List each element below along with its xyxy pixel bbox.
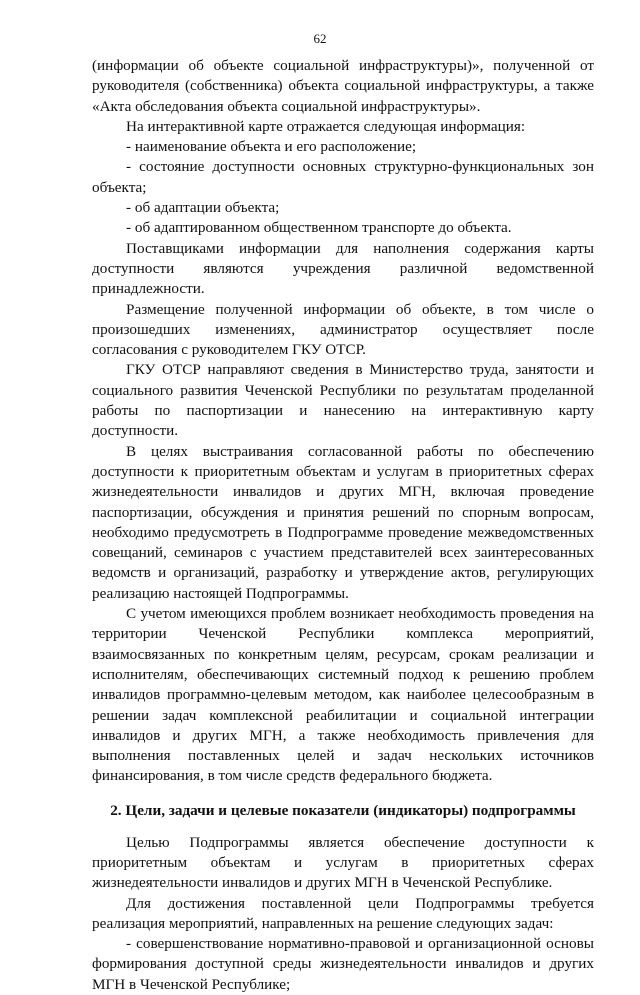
paragraph: На интерактивной карте отражается следующая информация: — [126, 117, 526, 135]
paragraph: ГКУ ОТСР направляют сведения в Министерство труда, занятости и социального развития Чеченской Республики по результатам проделанной работы по паспортизации и нанесению на интерактивную карту доступности. — [92, 361, 594, 440]
paragraph: Поставщиками информации для наполнения содержания карты доступности являются учреждения различной ведомственной принадлежности. — [92, 239, 594, 298]
paragraph: Размещение полученной информации об объекте, в том числе о произошедших изменениях, администратор осуществляет после согласования с руководителем ГКУ ОТСР. — [92, 300, 594, 359]
list-item: - наименование объекта и его расположение; — [126, 138, 417, 156]
section-heading: 2. Цели, задачи и целевые показатели (индикаторы) подпрограммы — [110, 801, 576, 819]
paragraph: Целью Подпрограммы является обеспечение доступности к приоритетным объектам и услугам в приоритетных сферах жизнедеятельности инвалидов и других МГН в Чеченской Республике. — [92, 833, 594, 892]
paragraph: (информации об объекте социальной инфраструктуры)», полученной от руководителя (собственника) объекта социальной инфраструктуры, а также «Акта обследования объекта социальной инфраструктуры». — [92, 57, 594, 115]
list-item: - совершенствование нормативно-правовой и организационной основы формирования доступной среды жизнедеятельности инвалидов и других МГН в Чеченской Республике; — [92, 935, 594, 993]
page-content — [92, 56, 594, 995]
paragraph: В целях выстраивания согласованной работы по обеспечению доступности к приоритетным объектам и услугам в приоритетных сферах жизнедеятельности инвалидов и других МГН, включая проведение паспортизации, обсуждения и принятия решений по спорным вопросам, необходимо предусмотреть в Подпрограмме проведение межведомственных совещаний, семинаров с участием представителей всех заинтересованных ведомств и организаций, разработку и утверждение актов, регулирующих реализацию настоящей Подпрограммы. — [92, 442, 594, 602]
list-item: - об адаптированном общественном транспорте до объекта. — [126, 219, 512, 237]
paragraph: С учетом имеющихся проблем возникает необходимость проведения на территории Чеченской Республики комплекса мероприятий, взаимосвязанных по конкретным целям, ресурсам, срокам реализации и исполнителям, обеспечивающих системный подход к решению проблем инвалидов программно-целевым методом, как наиболее целесообразным в решении задач комплексной реабилитации и социальной интеграции инвалидов и других МГН, а также необходимость привлечения для выполнения поставленных целей и задач нескольких источников финансирования, в том числе средств федерального бюджета. — [92, 605, 594, 785]
list-item: - об адаптации объекта; — [126, 199, 280, 217]
paragraph: Для достижения поставленной цели Подпрограммы требуется реализация мероприятий, направленных на решение следующих задач: — [92, 894, 594, 932]
page-number: 62 — [313, 31, 327, 46]
list-item: - состояние доступности основных структурно-функциональных зон объекта; — [92, 158, 594, 196]
